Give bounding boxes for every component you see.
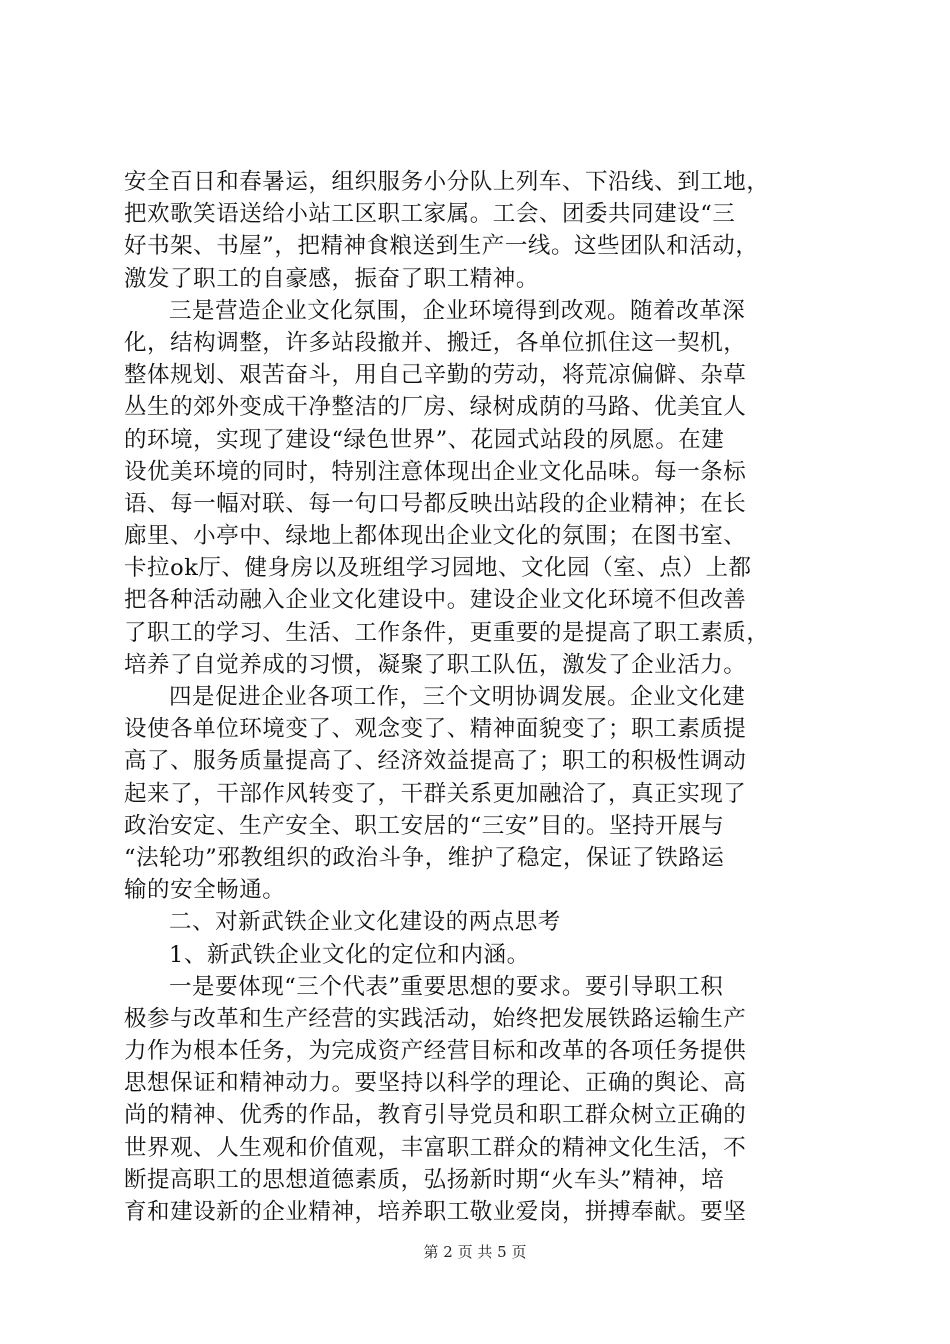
- text-line: 化，结构调整，许多站段撤并、搬迁，各单位抓住这一契机，: [124, 329, 747, 356]
- text-line: 丛生的郊外变成干净整洁的厂房、绿树成荫的马路、优美宜人: [124, 394, 747, 421]
- text-line: 的环境，实现了建设“绿色世界”、花园式站段的夙愿。在建: [124, 426, 725, 453]
- text-line: 世界观、人生观和价值观，丰富职工群众的精神文化生活，不: [124, 1134, 747, 1161]
- text-line: 极参与改革和生产经营的实践活动，始终把发展铁路运输生产: [124, 1005, 747, 1032]
- text-line: 好书架、书屋”，把精神食粮送到生产一线。这些团队和活动，: [124, 233, 759, 260]
- text-line: 设使各单位环境变了、观念变了、精神面貌变了；职工素质提: [124, 716, 747, 743]
- text-line: 育和建设新的企业精神，培养职工敬业爱岗，拼搏奉献。要坚: [124, 1199, 747, 1225]
- body-text: [124, 166, 836, 1228]
- text-line: 尚的精神、优秀的作品，教育引导党员和职工群众树立正确的: [124, 1102, 747, 1129]
- text-line: 激发了职工的自豪感，振奋了职工精神。: [124, 265, 539, 292]
- text-line: 把欢歌笑语送给小站工区职工家属。工会、团委共同建设“三: [124, 201, 736, 228]
- text-line: 了职工的学习、生活、工作条件，更重要的是提高了职工素质，: [124, 619, 770, 646]
- text-line: 安全百日和春暑运，组织服务小分队上列车、下沿线、到工地，: [124, 169, 770, 195]
- page-number-footer: 第 2 页 共 5 页: [423, 1243, 527, 1261]
- text-line: 输的安全畅通。: [124, 877, 286, 904]
- text-line: 政治安定、生产安全、职工安居的“三安”目的。坚持开展与: [124, 812, 725, 839]
- text-line: 起来了，干部作风转变了，干群关系更加融洽了，真正实现了: [124, 780, 747, 807]
- paragraph-start-line: 一是要体现“三个代表”重要思想的要求。要引导职工积: [169, 973, 724, 1000]
- text-line: 把各种活动融入企业文化建设中。建设企业文化环境不但改善: [124, 587, 747, 614]
- text-line: “法轮功”邪教组织的政治斗争，维护了稳定，保证了铁路运: [124, 844, 725, 871]
- paragraph-start-line: 四是促进企业各项工作，三个文明协调发展。企业文化建: [169, 684, 746, 710]
- text-line: 设优美环境的同时，特别注意体现出企业文化品味。每一条标: [124, 458, 747, 485]
- text-line: 力作为根本任务，为完成资产经营目标和改革的各项任务提供: [124, 1038, 747, 1065]
- paragraph-start-line: 三是营造企业文化氛围，企业环境得到改观。随着改革深: [169, 297, 746, 324]
- text-line: 廊里、小亭中、绿地上都体现出企业文化的氛围；在图书室、: [124, 523, 747, 550]
- section-heading: 二、对新武铁企业文化建设的两点思考: [169, 909, 561, 936]
- text-line: 思想保证和精神动力。要坚持以科学的理论、正确的舆论、高: [124, 1070, 747, 1097]
- text-line: 整体规划、艰苦奋斗，用自己辛勤的劳动，将荒凉偏僻、杂草: [124, 362, 747, 389]
- text-line: 高了、服务质量提高了、经济效益提高了；职工的积极性调动: [124, 748, 747, 775]
- text-line: 语、每一幅对联、每一句口号都反映出站段的企业精神；在长: [124, 490, 747, 517]
- text-line: 卡拉ok厅、健身房以及班组学习园地、文化园（室、点）上都: [124, 555, 752, 582]
- subsection-heading: 1、新武铁企业文化的定位和内涵。: [169, 941, 530, 968]
- text-line: 培养了自觉养成的习惯，凝聚了职工队伍，激发了企业活力。: [124, 651, 747, 678]
- text-line: 断提高职工的思想道德素质，弘扬新时期“火车头”精神，培: [124, 1166, 725, 1193]
